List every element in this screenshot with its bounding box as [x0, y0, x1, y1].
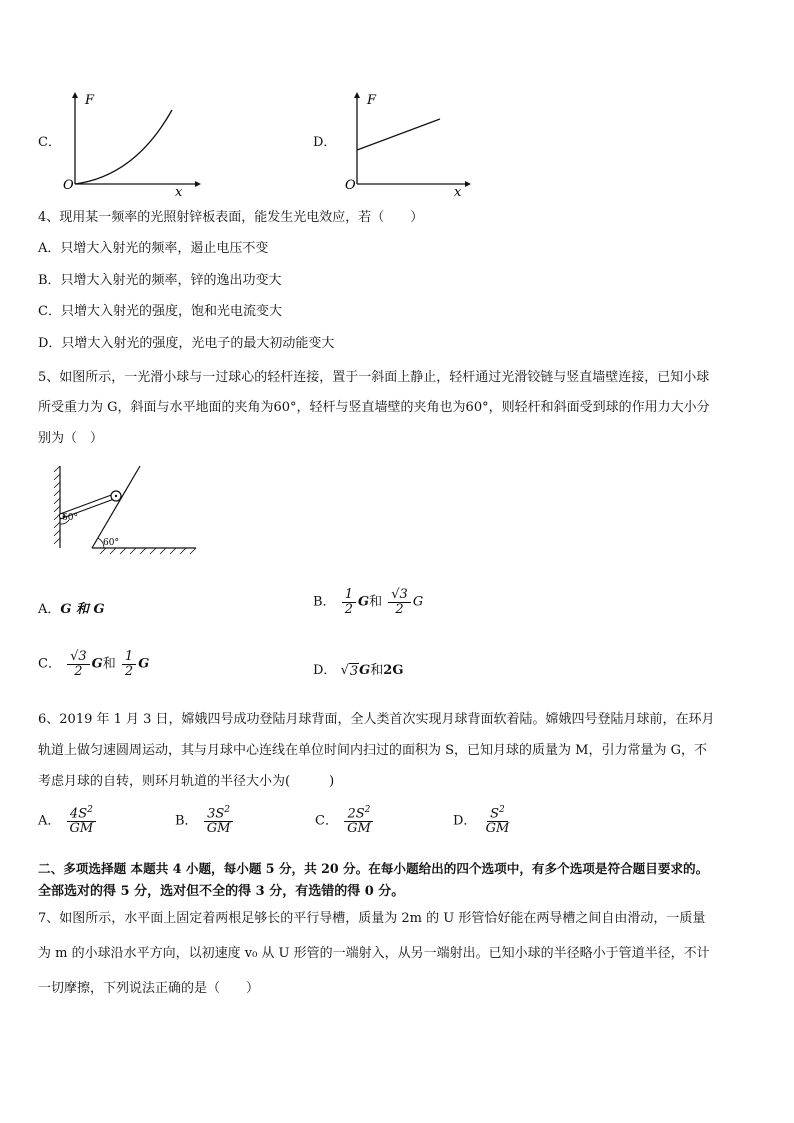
q5-rod-top: [60, 494, 114, 514]
graph-c-origin: O: [63, 178, 74, 193]
q7-stem-line2: 为 m 的小球沿水平方向，以初速度 v₀ 从 U 形管的一端射入，从另一端射出。已知小球的半径略小于管道半径，不计: [38, 946, 710, 961]
q4-option-b: B．只增大入射光的频率，锌的逸出功变大: [38, 273, 282, 288]
option-d-label: D．: [313, 135, 337, 150]
graph-d: [337, 88, 487, 196]
q6-stem-line1: 6、2019 年 1 月 3 日，嫦娥四号成功登陆月球背面，全人类首次实现月球背面软着陆。嫦娥四号登陆月球前，在环月: [38, 712, 715, 727]
graph-d-y-arrow: [354, 92, 360, 98]
graph-d-x-arrow: [465, 181, 471, 187]
graph-d-y-label: F: [367, 93, 377, 108]
graph-c-x-label: x: [175, 185, 183, 196]
section2-line2: 全部选对的得 5 分，选对但不全的得 3 分，有选错的得 0 分。: [38, 884, 405, 899]
q5-stem-line1: 5、如图所示，一光滑小球与一过球心的轻杆连接，置于一斜面上静止，轻杆通过光滑铰链与竖直墙壁连接，已知小球: [38, 370, 710, 385]
q5-wall-angle-label: 60°: [62, 513, 78, 523]
graph-d-x-label: x: [454, 185, 462, 196]
section2-line1: 二、多项选择题 本题共 4 小题，每小题 5 分，共 20 分。在每小题给出的四个选项中，有多个选项是符合题目要求的。: [38, 861, 709, 876]
q4-stem: 4、现用某一频率的光照射锌板表面，能发生光电效应，若（ ）: [38, 210, 424, 225]
graph-d-line: [357, 119, 440, 150]
graph-d-origin: O: [345, 178, 356, 193]
q5-ground-hatch: [100, 548, 196, 554]
q6-option-c: C． $\frac{2S^2}{GM}$: [315, 806, 376, 836]
q7-stem-line1: 7、如图所示，水平面上固定着两根足够长的平行导槽，质量为 2m 的 U 形管恰好能在两导槽之间自由滑动，一质量: [38, 911, 706, 926]
q4-option-c: C．只增大入射光的强度，饱和光电流变大: [38, 304, 282, 319]
q5-incline: [92, 466, 140, 548]
q6-stem-line2: 轨道上做匀速圆周运动，其与月球中心连线在单位时间内扫过的面积为 S，已知月球的质量为 M，引力常量为 G，不: [38, 743, 707, 758]
q5-wall-hatch: [54, 466, 60, 544]
q5-option-d: D． √ 3 G和2G: [313, 663, 404, 679]
q6-option-d: D． $\frac{S^2}{GM}$: [453, 805, 510, 836]
graph-c: [55, 88, 205, 196]
q5-option-c: C． $\frac{√3}{2}$ G和 $\frac{1}{2}$ G: [38, 649, 150, 679]
q6-stem-line3: 考虑月球的自转，则环月轨道的半径大小为( ): [38, 774, 335, 789]
q4-option-d: D．只增大入射光的强度，光电子的最大初动能变大: [38, 336, 335, 351]
q5-option-a: A．G 和 G: [38, 602, 105, 617]
graph-c-y-label: F: [85, 93, 95, 108]
q5-ground-angle-label: 60°: [103, 538, 119, 548]
q5-figure: [50, 462, 200, 556]
q5-option-b: B． $\frac{1}{2}$ G和 $\frac{√3}{2}$ G: [313, 587, 424, 617]
q5-ball-center: [115, 495, 117, 497]
graph-c-x-arrow: [195, 181, 201, 187]
q7-stem-line3: 一切摩擦，下列说法正确的是（ ）: [38, 981, 260, 996]
q6-option-b: B． $\frac{3S^2}{GM}$: [175, 806, 235, 836]
q6-option-a: A． $\frac{4S^2}{GM}$: [38, 806, 98, 836]
q5-stem-line2: 所受重力为 G，斜面与水平地面的夹角为60°，轻杆与竖直墙壁的夹角也为60°，则轻杆和斜面受到球的作用力大小分: [38, 400, 710, 415]
graph-c-y-arrow: [72, 92, 78, 98]
option-c-label: C．: [38, 135, 61, 150]
graph-c-curve: [75, 110, 172, 184]
q4-option-a: A．只增大入射光的频率，遏止电压不变: [38, 241, 269, 256]
q5-stem-line3: 别为（ ）: [38, 431, 104, 446]
